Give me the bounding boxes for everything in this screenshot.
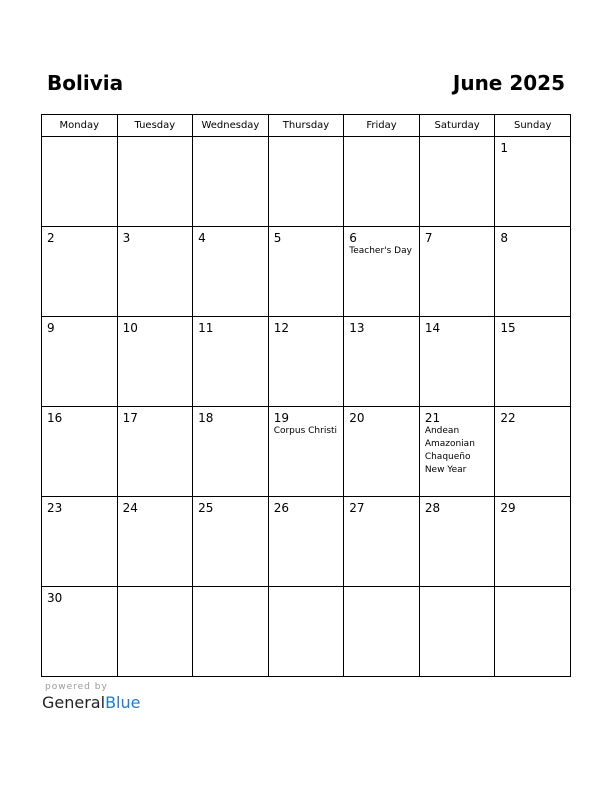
day-number: 27 (349, 501, 365, 515)
day-cell[interactable] (495, 137, 571, 227)
day-cell-content (420, 137, 495, 226)
day-cell[interactable] (419, 407, 495, 497)
day-cell-content (269, 407, 344, 496)
day-cell-content (193, 497, 268, 586)
day-cell[interactable] (117, 407, 193, 497)
day-cell-content (420, 407, 495, 496)
day-number: 6 (349, 231, 357, 245)
day-cell-content (42, 497, 117, 586)
holiday-label: Corpus Christi (273, 426, 338, 436)
day-number: 10 (122, 321, 138, 335)
day-cell[interactable] (495, 407, 571, 497)
day-cell-content (495, 137, 570, 226)
weekday-header: Wednesday (193, 115, 269, 137)
day-cell[interactable] (268, 407, 344, 497)
day-number: 15 (500, 321, 516, 335)
day-number: 4 (198, 231, 206, 245)
day-cell-content (118, 317, 193, 406)
day-cell[interactable] (117, 227, 193, 317)
day-number: 12 (273, 321, 289, 335)
day-cell[interactable] (268, 227, 344, 317)
day-number: 11 (198, 321, 214, 335)
day-cell-content (420, 227, 495, 316)
day-cell[interactable] (268, 587, 344, 677)
day-cell-content (269, 137, 344, 226)
weekday-header: Saturday (419, 115, 495, 137)
day-cell[interactable] (193, 137, 269, 227)
weekday-header: Tuesday (117, 115, 193, 137)
day-cell-content (344, 407, 419, 496)
day-cell[interactable] (268, 317, 344, 407)
day-cell[interactable] (419, 587, 495, 677)
day-cell-content (118, 407, 193, 496)
day-number: 28 (424, 501, 441, 515)
day-number: 16 (47, 411, 63, 425)
day-cell-content (344, 227, 419, 316)
day-number: 5 (273, 231, 282, 245)
day-cell-content (269, 587, 344, 676)
day-number: 29 (500, 501, 516, 515)
day-cell[interactable] (419, 137, 495, 227)
day-cell[interactable] (344, 587, 420, 677)
day-cell-content (42, 587, 117, 676)
country-title: Bolivia (47, 71, 124, 95)
day-number: 1 (500, 141, 509, 155)
week-row (42, 407, 571, 497)
powered-by-label: powered by (45, 682, 108, 692)
day-cell-content (269, 317, 344, 406)
day-cell[interactable] (42, 497, 118, 587)
day-number: 2 (47, 231, 55, 245)
day-cell[interactable] (268, 137, 344, 227)
day-cell-content (420, 317, 495, 406)
day-number: 13 (349, 321, 365, 335)
day-cell-content (193, 227, 268, 316)
brand-general-text: General (42, 693, 106, 712)
day-cell-content (495, 227, 570, 316)
day-cell-content (344, 497, 419, 586)
day-number: 26 (273, 501, 289, 515)
day-cell[interactable] (344, 497, 420, 587)
day-cell-content (344, 587, 419, 676)
weekday-header: Monday (42, 115, 118, 137)
day-cell[interactable] (193, 497, 269, 587)
day-cell[interactable] (193, 407, 269, 497)
day-cell-content (42, 227, 117, 316)
weekday-header: Friday (344, 115, 420, 137)
day-number: 30 (47, 591, 63, 605)
day-number: 24 (122, 501, 138, 515)
day-cell[interactable] (344, 227, 420, 317)
day-cell-content (495, 317, 570, 406)
day-number: 25 (198, 501, 214, 515)
day-cell[interactable] (117, 497, 193, 587)
day-cell[interactable] (193, 317, 269, 407)
day-cell[interactable] (344, 317, 420, 407)
day-cell-content (42, 317, 117, 406)
day-cell[interactable] (419, 227, 495, 317)
day-cell[interactable] (42, 407, 118, 497)
day-number: 8 (500, 231, 509, 245)
day-number: 14 (424, 321, 441, 335)
day-cell[interactable] (42, 227, 118, 317)
day-number: 9 (47, 321, 55, 335)
week-row (42, 497, 571, 587)
week-row (42, 137, 571, 227)
week-row (42, 227, 571, 317)
holiday-label: Andean Amazonian Chaqueño New Year (424, 426, 475, 475)
day-cell-content (118, 587, 193, 676)
day-cell-content (420, 587, 495, 676)
week-row (42, 317, 571, 407)
day-number: 22 (500, 411, 516, 425)
day-cell-content (495, 497, 570, 586)
day-cell-content (269, 227, 344, 316)
day-cell-content (495, 407, 570, 496)
day-cell[interactable] (193, 587, 269, 677)
day-cell[interactable] (419, 317, 495, 407)
day-cell[interactable] (495, 317, 571, 407)
day-cell-content (269, 497, 344, 586)
day-number: 19 (273, 411, 289, 425)
day-cell[interactable] (193, 227, 269, 317)
day-cell[interactable] (495, 227, 571, 317)
weekday-header: Thursday (268, 115, 344, 137)
day-number: 20 (349, 411, 365, 425)
day-cell-content (42, 407, 117, 496)
day-cell[interactable] (344, 407, 420, 497)
day-number: 18 (198, 411, 214, 425)
day-number: 7 (424, 231, 433, 245)
weekday-header: Sunday (495, 115, 571, 137)
day-cell-content (118, 227, 193, 316)
day-cell[interactable] (42, 137, 118, 227)
day-cell[interactable] (117, 587, 193, 677)
day-cell-content (344, 137, 419, 226)
day-cell-content (118, 497, 193, 586)
weekday-header-row (42, 115, 571, 137)
day-cell-content (420, 497, 495, 586)
day-number: 21 (424, 411, 441, 425)
day-cell[interactable] (495, 497, 571, 587)
brand-blue-text: Blue (105, 693, 141, 712)
day-cell[interactable] (268, 497, 344, 587)
day-cell-content (193, 407, 268, 496)
day-cell-content (495, 587, 570, 676)
day-cell-content (344, 317, 419, 406)
month-year-title: June 2025 (452, 71, 565, 95)
day-cell[interactable] (495, 587, 571, 677)
week-row (42, 587, 571, 677)
day-cell[interactable] (117, 137, 193, 227)
day-number: 17 (122, 411, 138, 425)
day-number: 3 (122, 231, 131, 245)
day-cell[interactable] (344, 137, 420, 227)
day-cell[interactable] (42, 587, 118, 677)
day-number: 23 (47, 501, 63, 515)
generalblue-logo[interactable] (42, 693, 140, 712)
day-cell[interactable] (117, 317, 193, 407)
day-cell-content (193, 587, 268, 676)
day-cell-content (118, 137, 193, 226)
holiday-label: Teacher's Day (349, 246, 412, 256)
day-cell-content (193, 317, 268, 406)
day-cell-content (193, 137, 268, 226)
day-cell[interactable] (419, 497, 495, 587)
day-cell[interactable] (42, 317, 118, 407)
day-cell-content (42, 137, 117, 226)
calendar-grid (41, 114, 571, 677)
